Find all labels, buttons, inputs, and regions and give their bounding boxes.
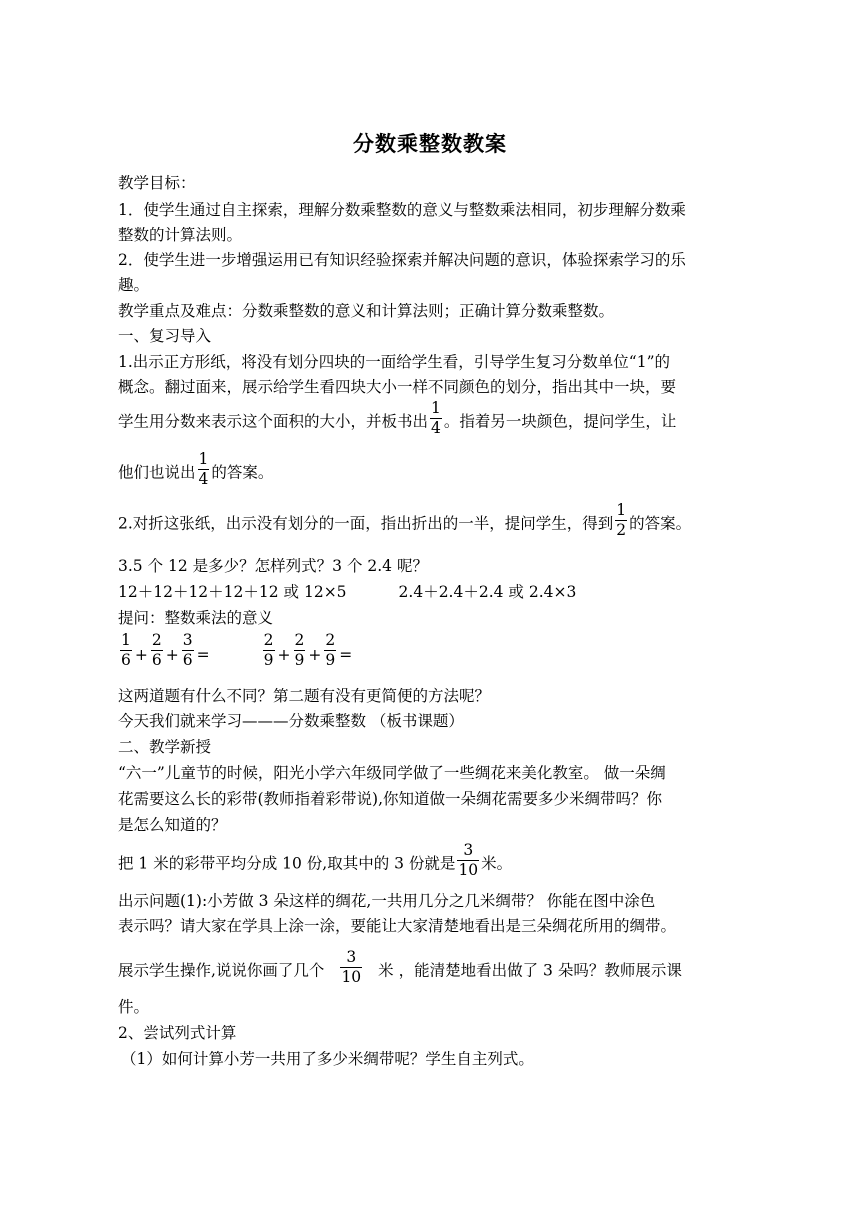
show-text-a: 展示学生操作,说说你画了几个 [118,961,325,980]
fraction-one-quarter-2: $\frac{1}{4}$ [198,450,209,488]
paragraph-1-line-2: 概念。翻过面来，展示给学生看四块大小一样不同颜色的划分，指出其中一块，要 [118,378,677,396]
story-line-1: “六一”儿童节的时候，阳光小学六年级同学做了一些绸花来美化教室。 做一朵绸 [118,764,666,782]
fraction-three-sixths: $\frac{3}{6}$ [182,631,193,669]
ribbon-line [118,841,758,883]
sub-question-1: （1）如何计算小芳一共用了多少米绸带呢？学生自主列式。 [121,1050,534,1068]
ribbon-text-a: 把 1 米的彩带平均分成 10 份,取其中的 3 份就是 [118,854,456,873]
fraction-one-quarter: $\frac{1}{4}$ [431,399,441,437]
paragraph-2-text-b: 的答案。 [629,514,692,533]
equation-decimal: 2.4＋2.4＋2.4 或 2.4×3 [398,583,577,601]
fraction-sum-1: $\frac{1}{6}$ + $\frac{2}{6}$ + $\frac{3}{6}$ = [121,631,210,669]
paragraph-3: 3.5 个 12 是多少？怎样列式？3 个 2.4 呢？ [118,557,428,575]
fraction-two-ninths-b: $\frac{2}{9}$ [294,631,305,669]
paragraph-1-line-3 [118,399,758,441]
fraction-sum-2: $\frac{2}{9}$ + $\frac{2}{9}$ + $\frac{2}{9}$ = [263,631,353,669]
show-text-b: 米 ，能清楚地看出做了 3 朵吗？教师展示课 [378,961,682,980]
paragraph-2 [118,501,758,543]
story-line-3: 是怎么知道的？ [118,816,227,834]
section-try-calculation: 2、尝试列式计算 [118,1024,237,1042]
fraction-two-sixths: $\frac{2}{6}$ [151,631,162,669]
paragraph-2-text-a: 2.对折这张纸，出示没有划分的一面，指出折出的一半，提问学生，得到 [118,514,614,533]
keypoints: 教学重点及难点：分数乘整数的意义和计算法则；正确计算分数乘整数。 [118,302,615,320]
fraction-three-tenths: $\frac{3}{10}$ [458,841,479,879]
fraction-three-tenths-2: $\frac{3}{10}$ [341,948,362,986]
paragraph-1-line-4-text-b: 的答案。 [211,463,274,482]
today-topic: 今天我们就来学习———分数乘整数 （板书课题） [118,712,464,730]
question-1-line-2: 表示吗？请大家在学具上涂一涂，要能让大家清楚地看出是三朵绸花所用的绸带。 [118,917,677,935]
fraction-two-ninths-a: $\frac{2}{9}$ [263,631,274,669]
question-1-line-1: 出示问题(1):小芳做 3 朵这样的绸花,一共用几分之几米绸带？ 你能在图中涂色 [118,892,656,910]
equation-integer: 12＋12＋12＋12＋12 或 12×5 [118,583,347,601]
goals-heading: 教学目标： [118,174,196,192]
difference-question: 这两道题有什么不同？第二题有没有更简便的方法呢？ [118,687,491,705]
show-line-2: 件。 [118,998,150,1016]
paragraph-1-line-3-text-b: 。指着另一块颜色，提问学生，让 [443,412,677,431]
goal-2-line-2: 趣。 [118,276,150,294]
page-title: 分数乘整数教案 [353,131,507,156]
ribbon-text-b: 米。 [481,854,513,873]
fraction-one-half: $\frac{1}{2}$ [616,501,627,539]
paragraph-1-line-1: 1.出示正方形纸，将没有划分四块的一面给学生看，引导学生复习分数单位“1”的 [118,353,671,371]
goal-2-line-1: 2．使学生进一步增强运用已有知识经验探索并解决问题的意识，体验探索学习的乐 [118,251,686,269]
section-review: 一、复习导入 [118,327,212,345]
equations-line [118,579,758,605]
paragraph-1-line-4 [118,450,758,492]
fraction-one-sixth: $\frac{1}{6}$ [121,631,131,669]
paragraph-1-line-3-text-a: 学生用分数来表示这个面积的大小，并板书出 [118,412,429,431]
section-new-teaching: 二、教学新授 [118,738,212,756]
ask-line: 提问：整数乘法的意义 [118,609,274,627]
paragraph-1-line-4-text-a: 他们也说出 [118,463,196,482]
show-line [118,948,758,990]
story-line-2: 花需要这么长的彩带(教师指着彩带说),你知道做一朵绸花需要多少米绸带吗？你 [118,790,663,808]
goal-1-line-2: 整数的计算法则。 [118,226,243,244]
fraction-sums-line [118,631,758,673]
goal-1-line-1: 1．使学生通过自主探索，理解分数乘整数的意义与整数乘法相同，初步理解分数乘 [118,201,686,219]
fraction-two-ninths-c: $\frac{2}{9}$ [325,631,336,669]
